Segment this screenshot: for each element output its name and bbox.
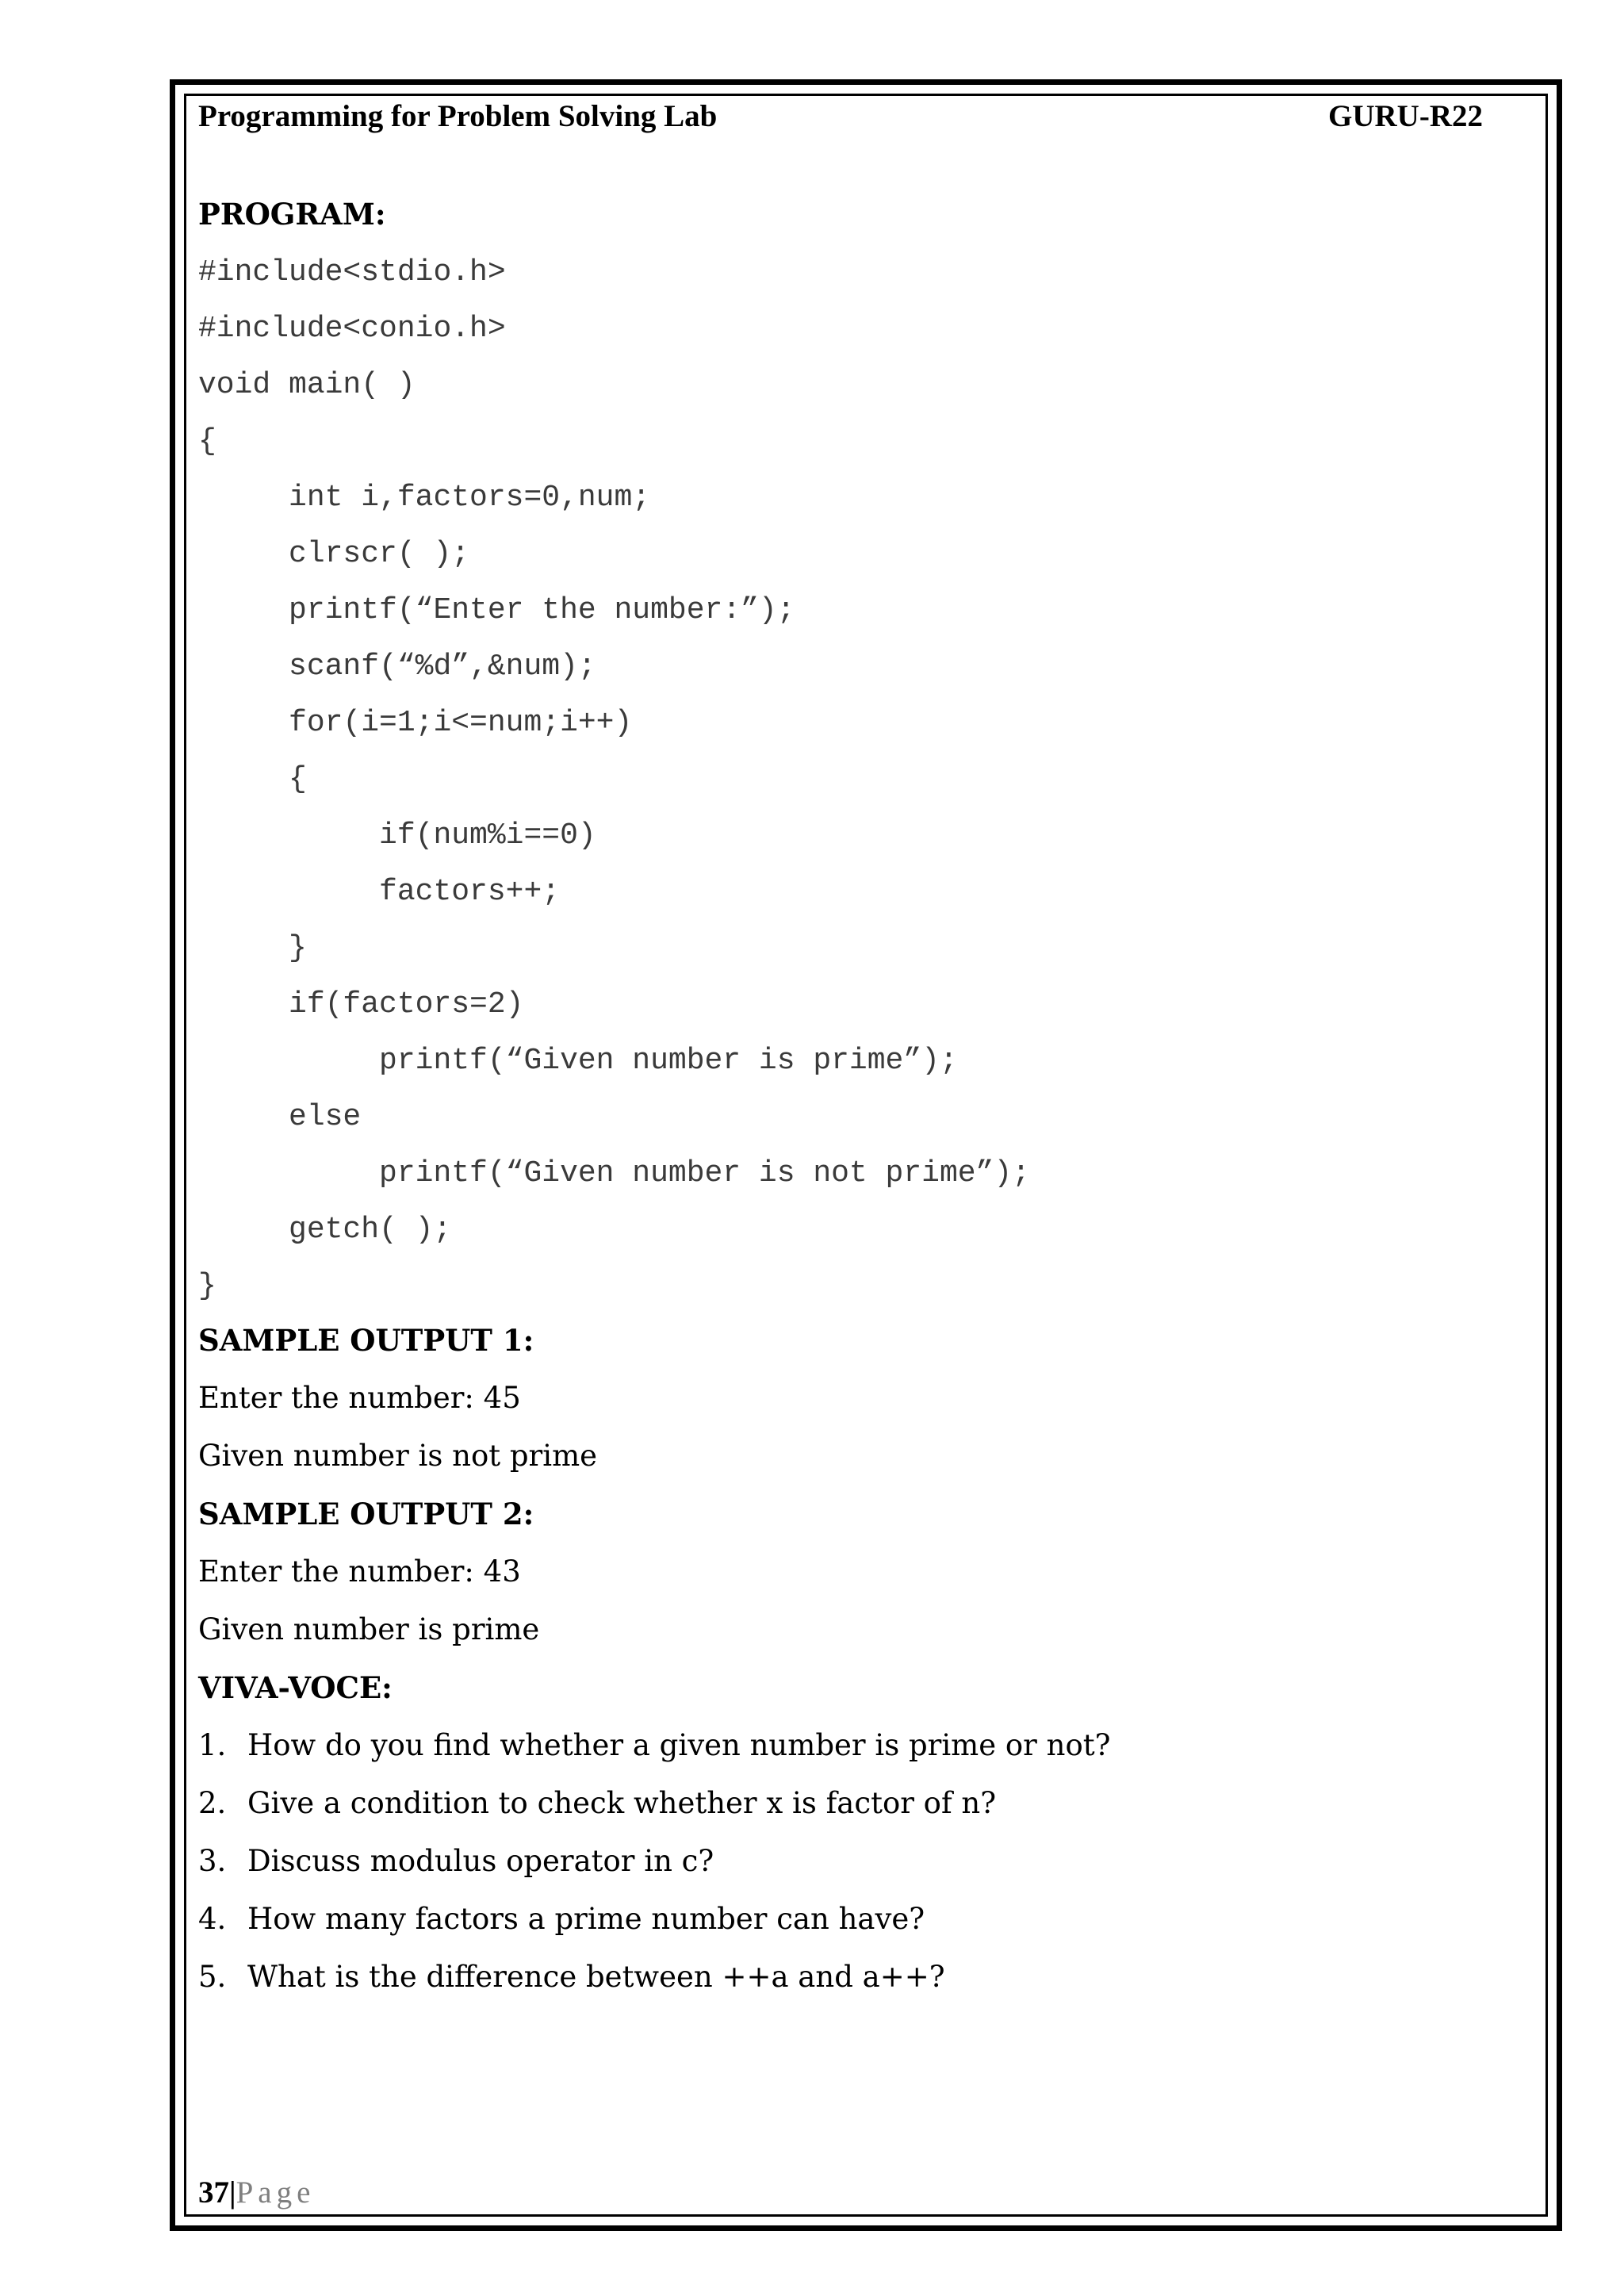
- question-text: How many factors a prime number can have?: [247, 1902, 925, 1936]
- question-number: 4.: [198, 1902, 227, 1936]
- question-text: Give a condition to check whether x is factor of n?: [247, 1786, 997, 1820]
- code-line: for(i=1;i<=num;i++): [198, 706, 633, 740]
- code-line: printf(“Enter the number:”);: [198, 593, 795, 627]
- sample-output-2-line: Enter the number: 43: [198, 1554, 521, 1589]
- code-line: getch( );: [198, 1213, 452, 1247]
- program-heading: PROGRAM:: [198, 197, 386, 232]
- sample-output-2-heading: SAMPLE OUTPUT 2:: [198, 1497, 534, 1531]
- sample-output-1-heading: SAMPLE OUTPUT 1:: [198, 1323, 534, 1358]
- page-header: [198, 98, 1483, 134]
- code-line: if(factors=2): [198, 987, 524, 1022]
- code-line: void main( ): [198, 368, 416, 402]
- sample-output-1-line: Enter the number: 45: [198, 1381, 521, 1415]
- code-line: #include<stdio.h>: [198, 255, 506, 289]
- code-line: }: [198, 1269, 216, 1303]
- code-line: printf(“Given number is prime”);: [198, 1044, 958, 1078]
- sample-output-2-line: Given number is prime: [198, 1612, 540, 1646]
- code-line: int i,factors=0,num;: [198, 481, 651, 515]
- question-text: Discuss modulus operator in c?: [247, 1844, 714, 1878]
- page-footer: [198, 2175, 315, 2210]
- footer-separator: |: [229, 2175, 236, 2210]
- code-line: {: [198, 424, 216, 458]
- code-line: }: [198, 931, 307, 965]
- code-line: scanf(“%d”,&num);: [198, 650, 596, 684]
- question-number: 2.: [198, 1786, 227, 1820]
- sample-output-1-line: Given number is not prime: [198, 1439, 598, 1473]
- code-line: printf(“Given number is not prime”);: [198, 1156, 1030, 1190]
- page-label: Page: [236, 2175, 316, 2210]
- header-course-title: Programming for Problem Solving Lab: [198, 99, 718, 133]
- code-line: else: [198, 1100, 362, 1134]
- question-number: 1.: [198, 1728, 227, 1762]
- code-line: if(num%i==0): [198, 818, 596, 853]
- code-line: factors++;: [198, 875, 561, 909]
- question-text: How do you find whether a given number is prime or not?: [247, 1728, 1111, 1762]
- question-number: 5.: [198, 1960, 227, 1994]
- question-text: What is the difference between ++a and a++?: [247, 1960, 945, 1994]
- code-line: {: [198, 762, 307, 796]
- page-border-inner: [184, 94, 1548, 2217]
- viva-voce-heading: VIVA-VOCE:: [198, 1670, 393, 1705]
- page-number: 37: [198, 2175, 229, 2210]
- header-regulation-code: GURU-R22: [1328, 99, 1483, 133]
- code-line: #include<conio.h>: [198, 312, 506, 346]
- question-number: 3.: [198, 1844, 227, 1878]
- code-line: clrscr( );: [198, 537, 470, 571]
